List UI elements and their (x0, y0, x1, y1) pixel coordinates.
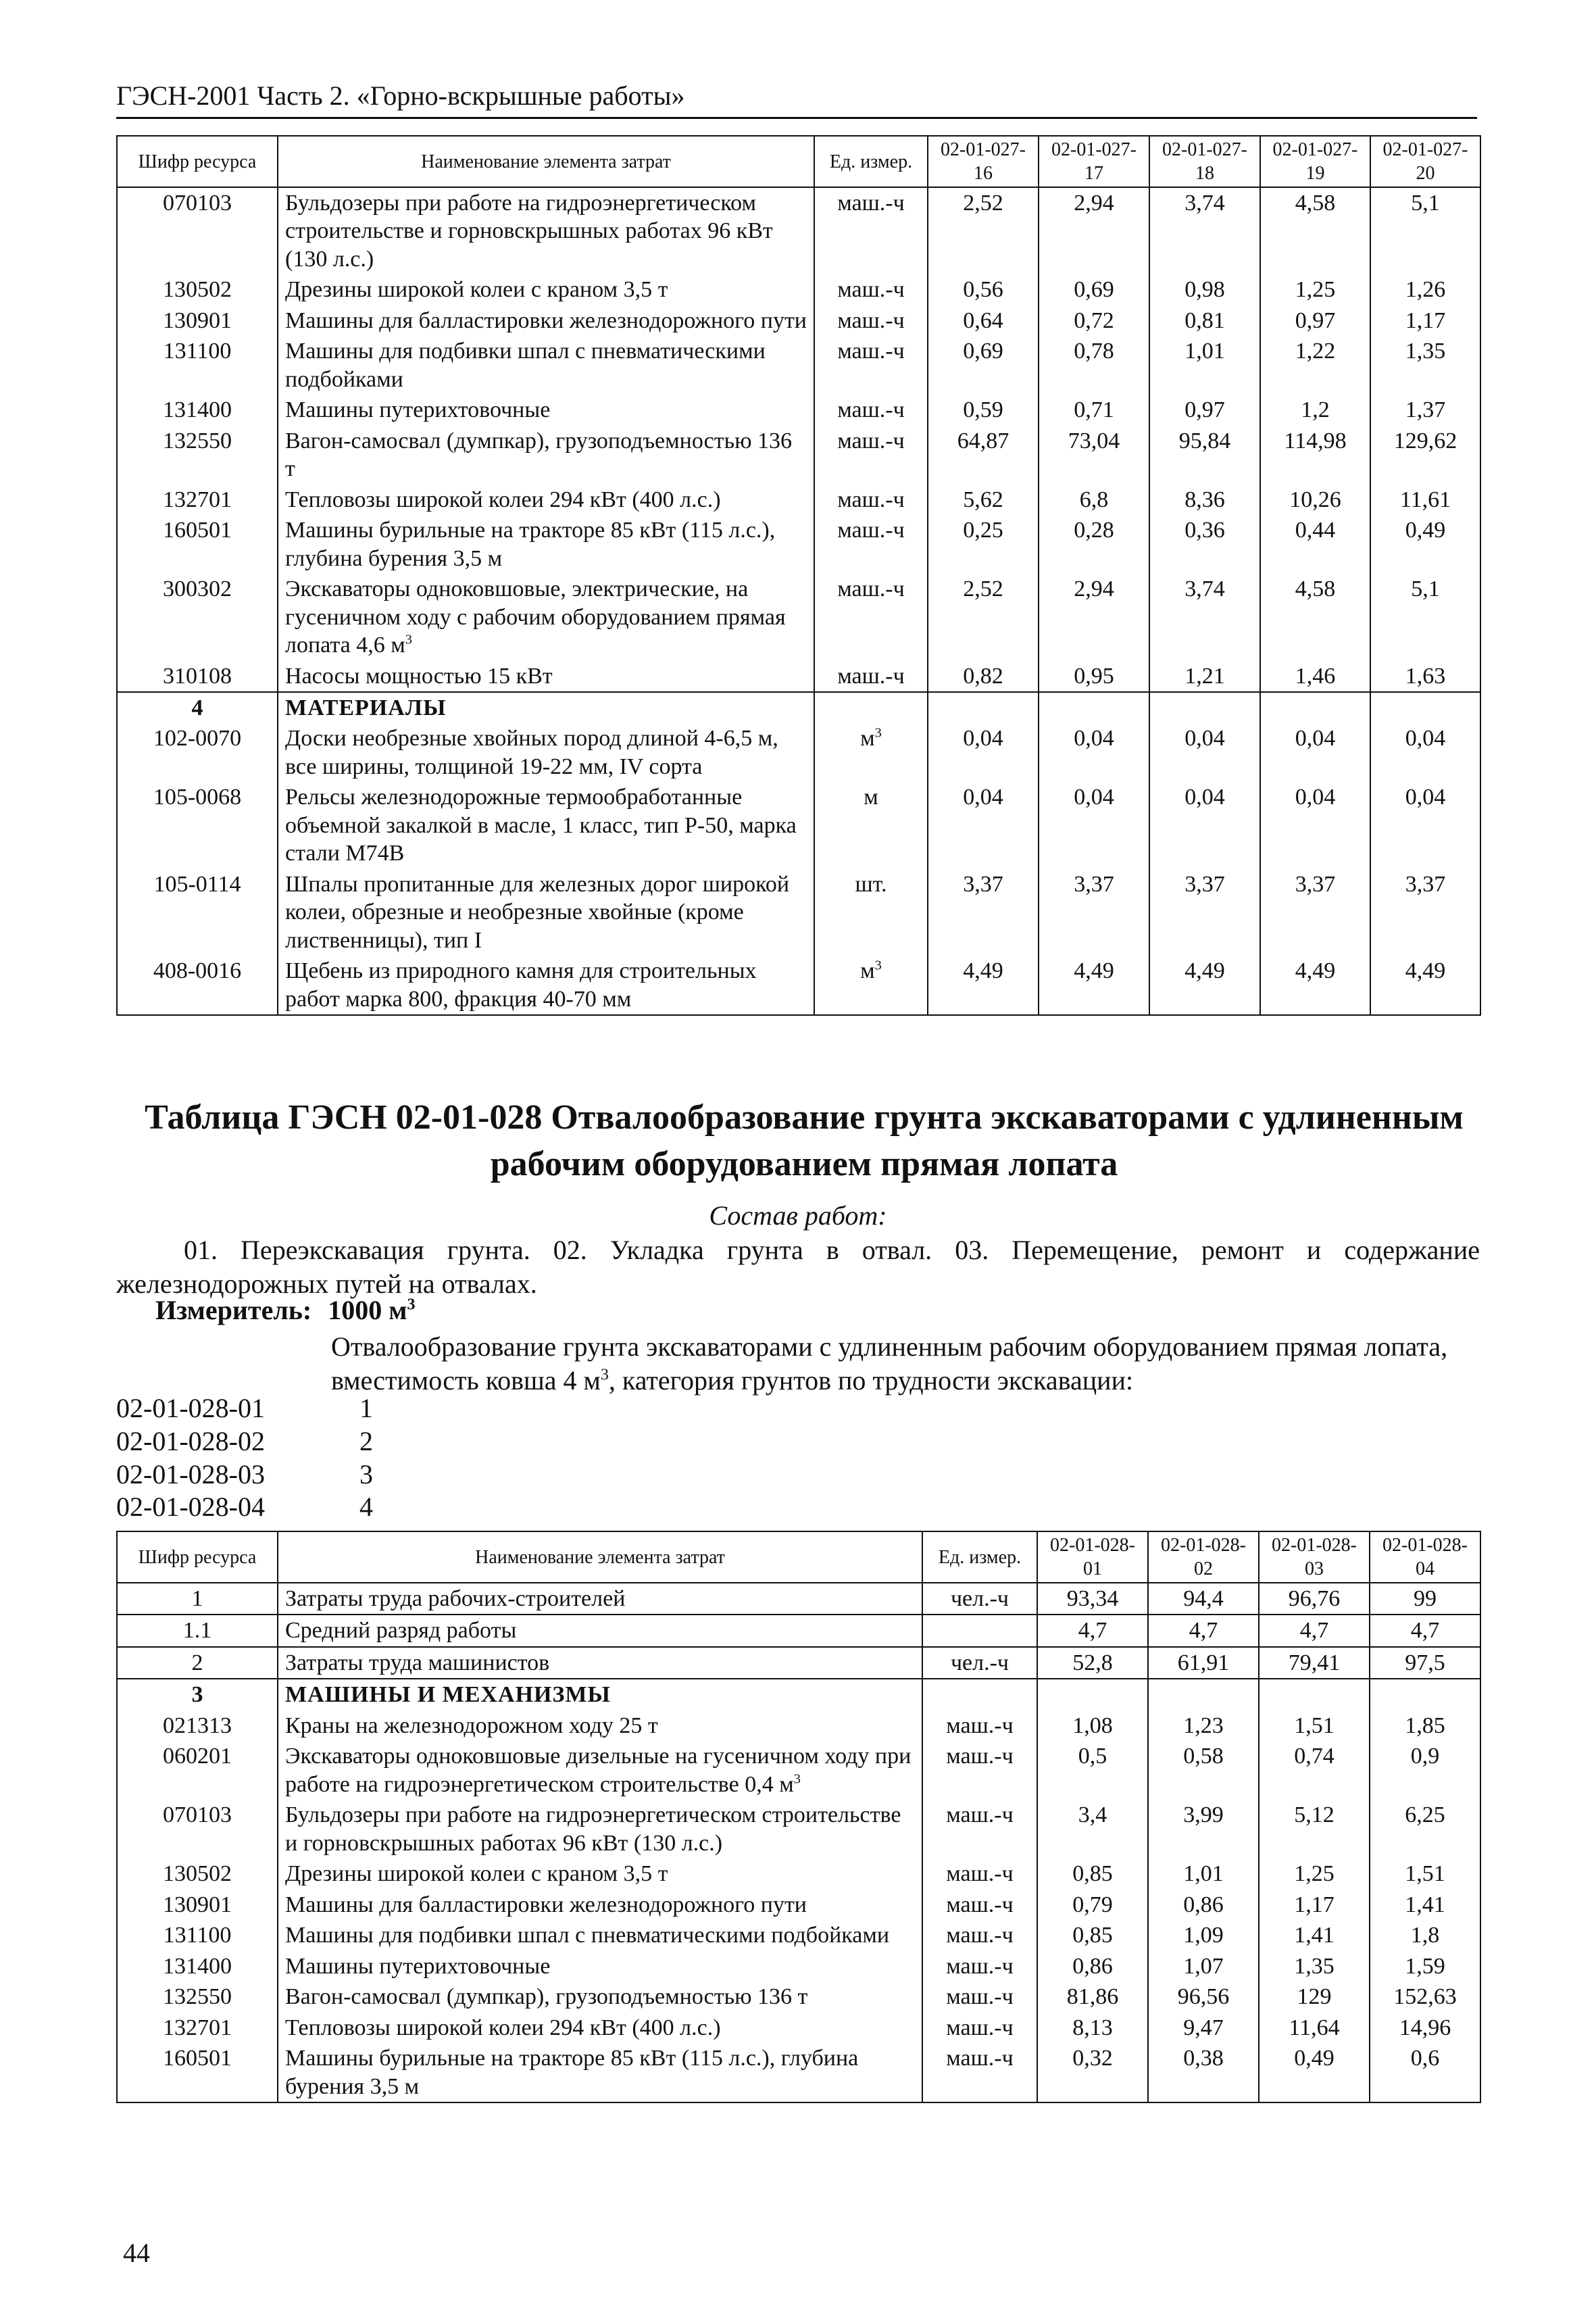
unit-cell (814, 956, 928, 1015)
value-cell: 4,7 (1037, 1615, 1148, 1646)
value-cell: 14,96 (1370, 2013, 1480, 2043)
value-cell: 0,82 (928, 661, 1039, 692)
resource-name: Доски необрезные хвойных пород длиной 4-6,5 м, все ширины, толщиной 19-22 мм, IV сорта (278, 723, 814, 782)
unit-cell: маш.-ч (922, 1741, 1037, 1800)
value-cell: 0,04 (928, 782, 1039, 868)
resource-code: 132550 (117, 1981, 278, 2012)
table-row (117, 1890, 1480, 1920)
resource-name: Рельсы железнодорожные термообработанные объемной закалкой в масле, 1 класс, тип Р-50, марка стали М74В (278, 782, 814, 868)
unit-cell: маш.-ч (922, 1951, 1037, 1981)
value-cell: 0,97 (1260, 305, 1370, 336)
value-cell: 1,63 (1370, 661, 1480, 692)
value-cell: 1,41 (1259, 1920, 1370, 1950)
resource-code: 1.1 (117, 1615, 278, 1646)
value-cell: 1,23 (1148, 1710, 1259, 1741)
value-cell: 1,59 (1370, 1951, 1480, 1981)
header-col: 02-01-027-17 (1039, 136, 1149, 187)
resource-code: 102-0070 (117, 723, 278, 782)
cell-text: м (860, 726, 875, 752)
value-cell: 1,01 (1148, 1858, 1259, 1889)
resource-name: МАТЕРИАЛЫ (278, 692, 814, 723)
value-cell: 0,97 (1149, 395, 1260, 425)
unit-cell: маш.-ч (814, 515, 928, 574)
table-row (117, 723, 1480, 782)
unit-cell: маш.-ч (814, 395, 928, 425)
table-row (117, 426, 1480, 485)
value-cell: 0,85 (1037, 1858, 1148, 1889)
value-cell: 0,04 (928, 723, 1039, 782)
resource-code: 2 (117, 1647, 278, 1679)
resource-name: Машины путерихтовочные (278, 1951, 922, 1981)
table-body (117, 187, 1480, 1015)
table-row (117, 336, 1480, 395)
value-cell: 0,04 (1260, 723, 1370, 782)
value-cell: 93,34 (1037, 1583, 1148, 1615)
resource-code: 130901 (117, 305, 278, 336)
resource-code: 408-0016 (117, 956, 278, 1015)
value-cell: 10,26 (1260, 485, 1370, 515)
value-cell: 3,37 (1260, 869, 1370, 956)
resource-name: Машины для балластировки железнодорожного пути (278, 1890, 922, 1920)
value-cell: 1,35 (1259, 1951, 1370, 1981)
value-cell: 0,86 (1037, 1951, 1148, 1981)
value-cell: 0,04 (1260, 782, 1370, 868)
value-cell: 2,52 (928, 574, 1039, 660)
resource-name (278, 1741, 922, 1800)
value-cell: 3,99 (1148, 1800, 1259, 1858)
value-cell: 52,8 (1037, 1647, 1148, 1679)
value-cell: 4,58 (1260, 574, 1370, 660)
unit-cell (922, 1679, 1037, 1710)
value-cell: 4,49 (1260, 956, 1370, 1015)
value-cell: 0,9 (1370, 1741, 1480, 1800)
value-cell: 1,25 (1260, 274, 1370, 305)
header-unit: Ед. измер. (922, 1531, 1037, 1583)
unit-cell: маш.-ч (814, 336, 928, 395)
variant-code: 02-01-028-03 (116, 1458, 265, 1490)
value-cell: 95,84 (1149, 426, 1260, 485)
resource-code: 300302 (117, 574, 278, 660)
header-col: 02-01-028-03 (1259, 1531, 1370, 1583)
value-cell: 0,04 (1370, 723, 1480, 782)
unit-cell: маш.-ч (922, 2043, 1037, 2102)
value-cell: 0,04 (1039, 782, 1149, 868)
value-cell: 0,95 (1039, 661, 1149, 692)
value-cell: 1,2 (1260, 395, 1370, 425)
value-cell: 1,21 (1149, 661, 1260, 692)
variant-list (116, 1392, 373, 1524)
resource-table-028 (116, 1531, 1481, 2103)
table-row (117, 869, 1480, 956)
variant-value: 2 (359, 1425, 373, 1456)
unit-cell (814, 692, 928, 723)
table-row (117, 1615, 1480, 1646)
cell-text: м (860, 958, 875, 984)
unit-cell: м (814, 782, 928, 868)
value-cell: 0,79 (1037, 1890, 1148, 1920)
resource-code: 132550 (117, 426, 278, 485)
value-cell: 4,49 (1039, 956, 1149, 1015)
value-cell: 4,7 (1259, 1615, 1370, 1646)
value-cell: 0,49 (1370, 515, 1480, 574)
value-cell: 11,61 (1370, 485, 1480, 515)
value-cell: 1,37 (1370, 395, 1480, 425)
value-cell: 3,37 (928, 869, 1039, 956)
value-cell: 9,47 (1148, 2013, 1259, 2043)
table-row (117, 1583, 1480, 1615)
table-title: Таблица ГЭСН 02-01-028 Отвалообразование грунта экскаваторами с удлиненным рабочим оборудованием прямая лопата (145, 1098, 1464, 1183)
value-cell: 4,49 (1149, 956, 1260, 1015)
value-cell: 5,1 (1370, 574, 1480, 660)
resource-name: Тепловозы широкой колеи 294 кВт (400 л.с.) (278, 485, 814, 515)
value-cell: 64,87 (928, 426, 1039, 485)
value-cell: 0,49 (1259, 2043, 1370, 2102)
superscript: 3 (874, 958, 882, 973)
table-row (117, 305, 1480, 336)
resource-code: 070103 (117, 187, 278, 274)
value-cell: 0,04 (1370, 782, 1480, 868)
value-cell: 1,17 (1370, 305, 1480, 336)
value-cell: 0,72 (1039, 305, 1149, 336)
value-cell: 4,49 (1370, 956, 1480, 1015)
value-cell: 1,35 (1370, 336, 1480, 395)
header-name: Наименование элемента затрат (278, 1531, 922, 1583)
unit-cell: маш.-ч (814, 485, 928, 515)
resource-code: 060201 (117, 1741, 278, 1800)
table-body (117, 1583, 1480, 2102)
header-col: 02-01-027-18 (1149, 136, 1260, 187)
value-cell: 0,59 (928, 395, 1039, 425)
value-cell: 99 (1370, 1583, 1480, 1615)
header-code: Шифр ресурса (117, 136, 278, 187)
value-cell: 0,38 (1148, 2043, 1259, 2102)
resource-code: 105-0068 (117, 782, 278, 868)
table-header-row (117, 1531, 1480, 1583)
unit-cell: маш.-ч (814, 574, 928, 660)
unit-cell: маш.-ч (814, 274, 928, 305)
table-row (117, 1981, 1480, 2012)
resource-name: Машины путерихтовочные (278, 395, 814, 425)
resource-name: Машины бурильные на тракторе 85 кВт (115 л.с.), глубина бурения 3,5 м (278, 2043, 922, 2102)
value-cell (1148, 1679, 1259, 1710)
value-cell: 3,37 (1039, 869, 1149, 956)
resource-name: Машины для балластировки железнодорожного пути (278, 305, 814, 336)
value-cell: 0,86 (1148, 1890, 1259, 1920)
header-col: 02-01-027-20 (1370, 136, 1480, 187)
resource-code: 310108 (117, 661, 278, 692)
unit-cell: чел.-ч (922, 1583, 1037, 1615)
resource-name: Бульдозеры при работе на гидроэнергетическом строительстве и горновскрышных работах 96 кВт (130 л.с.) (278, 1800, 922, 1858)
resource-code: 160501 (117, 515, 278, 574)
value-cell: 5,1 (1370, 187, 1480, 274)
resource-name: Затраты труда машинистов (278, 1647, 922, 1679)
resource-code: 105-0114 (117, 869, 278, 956)
value-cell (1037, 1679, 1148, 1710)
resource-code: 021313 (117, 1710, 278, 1741)
resource-code: 1 (117, 1583, 278, 1615)
value-cell: 5,62 (928, 485, 1039, 515)
table-row (117, 661, 1480, 692)
value-cell: 152,63 (1370, 1981, 1480, 2012)
variant-row (116, 1491, 373, 1524)
table-row (117, 1741, 1480, 1800)
resource-name: Вагон-самосвал (думпкар), грузоподъемностью 136 т (278, 426, 814, 485)
variant-code: 02-01-028-02 (116, 1425, 265, 1456)
value-cell: 0,71 (1039, 395, 1149, 425)
resource-code: 130502 (117, 274, 278, 305)
value-cell: 1,07 (1148, 1951, 1259, 1981)
section-row (117, 1679, 1480, 1710)
value-cell: 0,04 (1039, 723, 1149, 782)
value-cell: 1,25 (1259, 1858, 1370, 1889)
resource-code: 132701 (117, 2013, 278, 2043)
resource-code: 131400 (117, 1951, 278, 1981)
value-cell: 1,41 (1370, 1890, 1480, 1920)
measure-line (155, 1294, 415, 1326)
value-cell: 1,26 (1370, 274, 1480, 305)
unit-cell: маш.-ч (922, 2013, 1037, 2043)
resource-code: 3 (117, 1679, 278, 1710)
value-cell: 8,13 (1037, 2013, 1148, 2043)
resource-name: Вагон-самосвал (думпкар), грузоподъемностью 136 т (278, 1981, 922, 2012)
table-row (117, 395, 1480, 425)
table-row (117, 1800, 1480, 1858)
value-cell: 3,37 (1370, 869, 1480, 956)
unit-cell: маш.-ч (922, 1710, 1037, 1741)
resource-name (278, 574, 814, 660)
value-cell: 1,22 (1260, 336, 1370, 395)
measure-label: Измеритель: (155, 1295, 312, 1325)
superscript: 3 (874, 726, 882, 741)
cell-text: Экскаваторы одноковшовые дизельные на гусеничном ходу при работе на гидроэнергетическом строительстве 0,4 м (285, 1744, 912, 1797)
superscript: 3 (405, 632, 412, 647)
resource-name: Тепловозы широкой колеи 294 кВт (400 л.с.) (278, 2013, 922, 2043)
table-row (117, 1858, 1480, 1889)
value-cell: 1,08 (1037, 1710, 1148, 1741)
variant-description: Отвалообразование грунта экскаваторами с удлиненным рабочим оборудованием прямая лопата, вместимость ковша 4 $м^3$, категория грунтов по трудности экскавации: (331, 1331, 1448, 1396)
value-cell: 0,98 (1149, 274, 1260, 305)
value-cell: 3,37 (1149, 869, 1260, 956)
value-cell (1149, 692, 1260, 723)
resource-name: Машины для подбивки шпал с пневматическими подбойками (278, 1920, 922, 1950)
resource-code: 4 (117, 692, 278, 723)
value-cell: 11,64 (1259, 2013, 1370, 2043)
resource-name: Щебень из природного камня для строительных работ марка 800, фракция 40-70 мм (278, 956, 814, 1015)
value-cell: 0,64 (928, 305, 1039, 336)
table-row (117, 1920, 1480, 1950)
unit-cell: маш.-ч (922, 1800, 1037, 1858)
table-row (117, 782, 1480, 868)
resource-name: Дрезины широкой колеи с краном 3,5 т (278, 274, 814, 305)
table-row (117, 1710, 1480, 1741)
value-cell: 0,32 (1037, 2043, 1148, 2102)
resource-name: Краны на железнодорожном ходу 25 т (278, 1710, 922, 1741)
value-cell: 79,41 (1259, 1647, 1370, 1679)
table-row (117, 574, 1480, 660)
value-cell: 2,52 (928, 187, 1039, 274)
unit-cell: маш.-ч (814, 426, 928, 485)
variant-value: 3 (359, 1458, 373, 1490)
variant-row (116, 1458, 373, 1492)
value-cell: 0,44 (1260, 515, 1370, 574)
variant-value: 1 (359, 1393, 373, 1423)
value-cell: 0,69 (928, 336, 1039, 395)
value-cell: 0,28 (1039, 515, 1149, 574)
value-cell: 6,25 (1370, 1800, 1480, 1858)
unit-cell: маш.-ч (814, 187, 928, 274)
value-cell: 96,76 (1259, 1583, 1370, 1615)
table-row (117, 515, 1480, 574)
header-col: 02-01-027-19 (1260, 136, 1370, 187)
value-cell: 73,04 (1039, 426, 1149, 485)
table-row (117, 485, 1480, 515)
table-row (117, 187, 1480, 274)
unit-cell: маш.-ч (922, 1981, 1037, 2012)
resource-name: Насосы мощностью 15 кВт (278, 661, 814, 692)
header-code: Шифр ресурса (117, 1531, 278, 1583)
composition-label: Состав работ: (709, 1200, 887, 1231)
variant-row (116, 1425, 373, 1458)
value-cell: 94,4 (1148, 1583, 1259, 1615)
value-cell: 0,58 (1148, 1741, 1259, 1800)
resource-code: 131100 (117, 336, 278, 395)
value-cell: 0,85 (1037, 1920, 1148, 1950)
value-cell: 1,51 (1259, 1710, 1370, 1741)
header-col: 02-01-028-02 (1148, 1531, 1259, 1583)
resource-code: 132701 (117, 485, 278, 515)
resource-code: 131100 (117, 1920, 278, 1950)
section-row (117, 692, 1480, 723)
value-cell: 0,36 (1149, 515, 1260, 574)
value-cell: 4,49 (928, 956, 1039, 1015)
resource-code: 160501 (117, 2043, 278, 2102)
table-row (117, 1951, 1480, 1981)
table-header-row (117, 136, 1480, 187)
table-row (117, 274, 1480, 305)
running-header: ГЭСН-2001 Часть 2. «Горно-вскрышные работы» (116, 80, 1477, 119)
value-cell (1039, 692, 1149, 723)
value-cell: 2,94 (1039, 187, 1149, 274)
resource-name: Машины бурильные на тракторе 85 кВт (115 л.с.), глубина бурения 3,5 м (278, 515, 814, 574)
value-cell: 4,58 (1260, 187, 1370, 274)
value-cell: 0,5 (1037, 1741, 1148, 1800)
resource-name: Шпалы пропитанные для железных дорог широкой колеи, обрезные и необрезные хвойные (кроме лиственницы), тип I (278, 869, 814, 956)
variant-value: 4 (359, 1492, 373, 1523)
unit-cell: маш.-ч (922, 1890, 1037, 1920)
value-cell: 1,09 (1148, 1920, 1259, 1950)
value-cell: 6,8 (1039, 485, 1149, 515)
value-cell (1259, 1679, 1370, 1710)
value-cell: 4,7 (1370, 1615, 1480, 1646)
variant-code: 02-01-028-01 (116, 1393, 265, 1423)
value-cell (1370, 692, 1480, 723)
measure-value: 1000 $м^3$ (328, 1295, 416, 1325)
resource-name: Средний разряд работы (278, 1615, 922, 1646)
value-cell: 1,17 (1259, 1890, 1370, 1920)
value-cell: 96,56 (1148, 1981, 1259, 2012)
unit-cell (922, 1615, 1037, 1646)
value-cell: 5,12 (1259, 1800, 1370, 1858)
value-cell: 0,81 (1149, 305, 1260, 336)
unit-cell: шт. (814, 869, 928, 956)
value-cell: 1,01 (1149, 336, 1260, 395)
works-description: 01. Переэкскавация грунта. 02. Укладка грунта в отвал. 03. Перемещение, ремонт и содержание железнодорожных путей на отвалах. (116, 1235, 1480, 1299)
unit-cell (814, 723, 928, 782)
unit-cell: чел.-ч (922, 1647, 1037, 1679)
header-col: 02-01-027-16 (928, 136, 1039, 187)
value-cell: 1,46 (1260, 661, 1370, 692)
value-cell: 1,85 (1370, 1710, 1480, 1741)
value-cell: 129 (1259, 1981, 1370, 2012)
resource-name: Дрезины широкой колеи с краном 3,5 т (278, 1858, 922, 1889)
value-cell: 0,69 (1039, 274, 1149, 305)
value-cell: 3,74 (1149, 574, 1260, 660)
unit-cell: маш.-ч (814, 305, 928, 336)
value-cell: 97,5 (1370, 1647, 1480, 1679)
unit-cell: маш.-ч (922, 1858, 1037, 1889)
page-number: 44 (123, 2238, 150, 2268)
value-cell: 61,91 (1148, 1647, 1259, 1679)
variant-code: 02-01-028-04 (116, 1492, 265, 1523)
value-cell: 0,25 (928, 515, 1039, 574)
header-col: 02-01-028-04 (1370, 1531, 1480, 1583)
variant-row (116, 1392, 373, 1425)
value-cell: 4,7 (1148, 1615, 1259, 1646)
value-cell: 1,51 (1370, 1858, 1480, 1889)
table-row (117, 2043, 1480, 2102)
value-cell: 114,98 (1260, 426, 1370, 485)
resource-code: 130901 (117, 1890, 278, 1920)
resource-name: МАШИНЫ И МЕХАНИЗМЫ (278, 1679, 922, 1710)
value-cell: 129,62 (1370, 426, 1480, 485)
unit-cell: маш.-ч (922, 1920, 1037, 1950)
resource-table-027 (116, 135, 1481, 1016)
header-col: 02-01-028-01 (1037, 1531, 1148, 1583)
value-cell: 81,86 (1037, 1981, 1148, 2012)
cell-text: Экскаваторы одноковшовые, электрические, на гусеничном ходу с рабочим оборудованием прямая лопата 4,6 м (285, 576, 786, 658)
value-cell (1370, 1679, 1480, 1710)
value-cell: 0,04 (1149, 782, 1260, 868)
value-cell: 0,04 (1149, 723, 1260, 782)
value-cell: 3,74 (1149, 187, 1260, 274)
value-cell (928, 692, 1039, 723)
resource-name: Затраты труда рабочих-строителей (278, 1583, 922, 1615)
value-cell: 8,36 (1149, 485, 1260, 515)
value-cell: 3,4 (1037, 1800, 1148, 1858)
table-row (117, 956, 1480, 1015)
value-cell: 0,56 (928, 274, 1039, 305)
table-row (117, 1647, 1480, 1679)
table-row (117, 2013, 1480, 2043)
resource-code: 130502 (117, 1858, 278, 1889)
value-cell: 0,78 (1039, 336, 1149, 395)
header-unit: Ед. измер. (814, 136, 928, 187)
value-cell: 0,74 (1259, 1741, 1370, 1800)
unit-cell: маш.-ч (814, 661, 928, 692)
resource-name: Бульдозеры при работе на гидроэнергетическом строительстве и горновскрышных работах 96 кВт (130 л.с.) (278, 187, 814, 274)
resource-code: 131400 (117, 395, 278, 425)
value-cell: 0,6 (1370, 2043, 1480, 2102)
header-name: Наименование элемента затрат (278, 136, 814, 187)
resource-name: Машины для подбивки шпал с пневматическими подбойками (278, 336, 814, 395)
value-cell: 1,8 (1370, 1920, 1480, 1950)
value-cell (1260, 692, 1370, 723)
superscript: 3 (793, 1771, 801, 1787)
resource-code: 070103 (117, 1800, 278, 1858)
value-cell: 2,94 (1039, 574, 1149, 660)
